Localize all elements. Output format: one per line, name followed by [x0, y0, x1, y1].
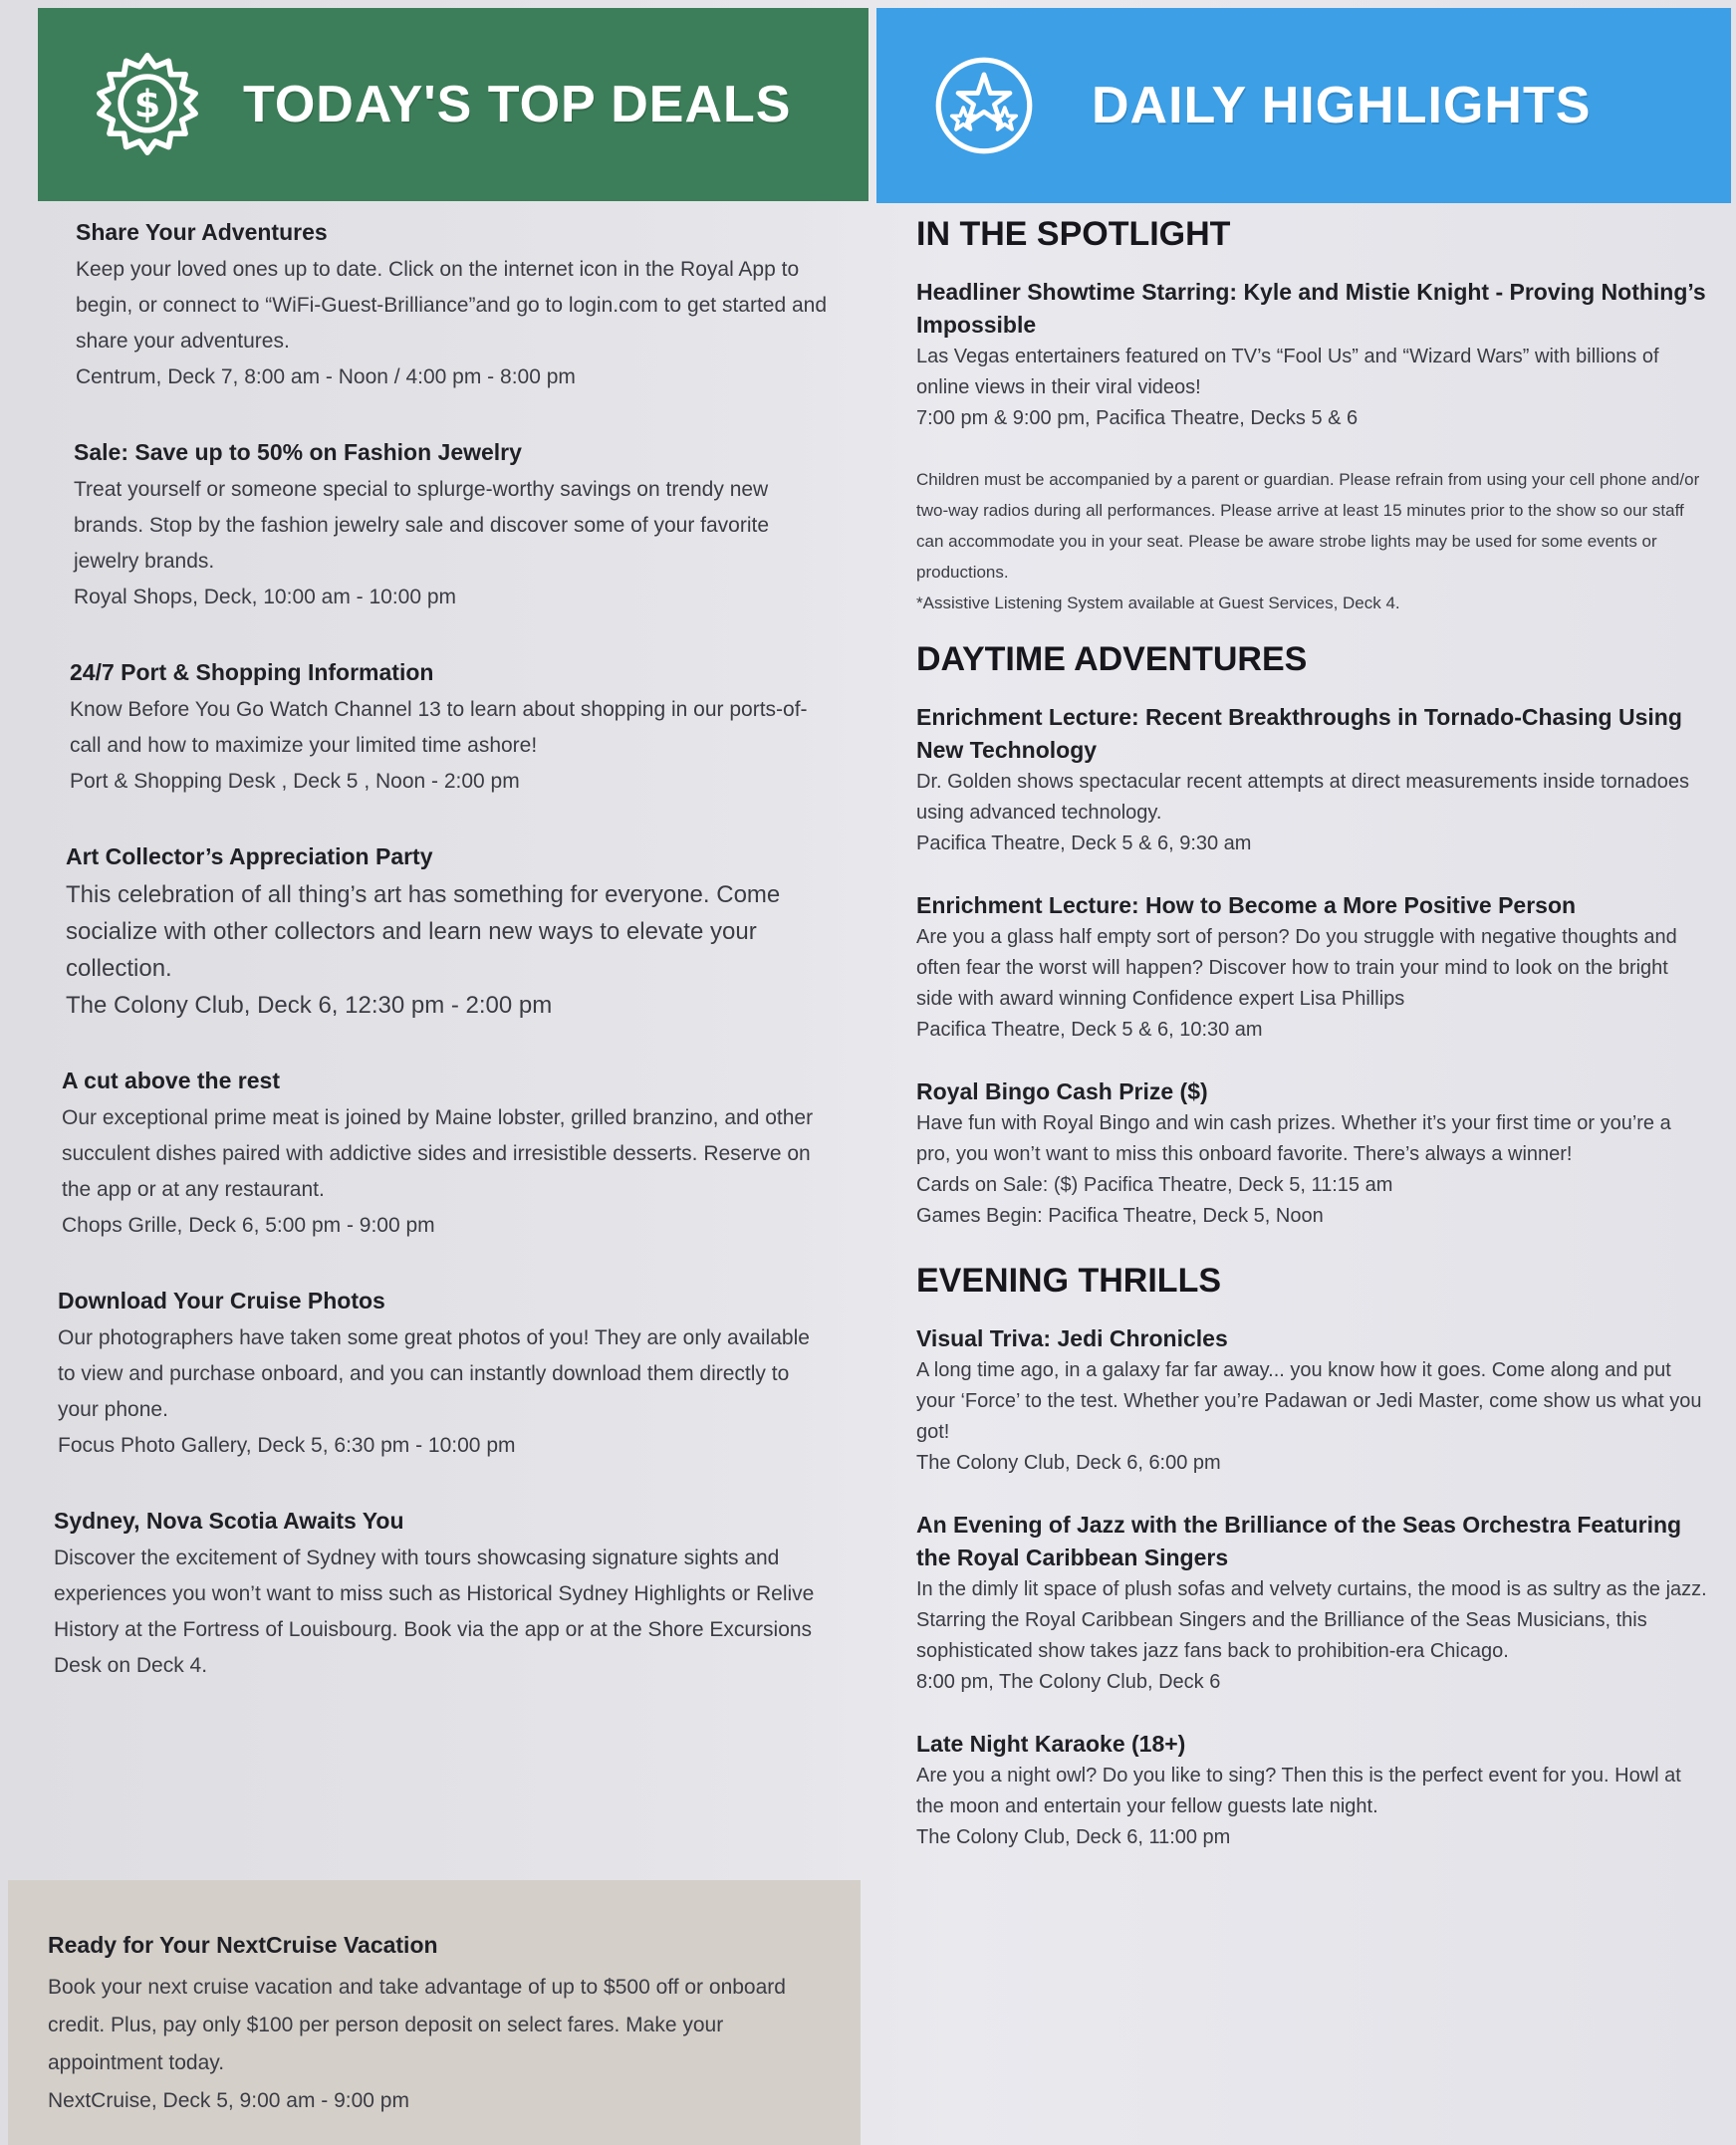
daily-highlights-title: DAILY HIGHLIGHTS: [1092, 77, 1592, 134]
event-item: [916, 1075, 1707, 1232]
deal-location: Royal Shops, Deck, 10:00 am - 10:00 pm: [74, 586, 457, 608]
event-description: Are you a glass half empty sort of person? Do you struggle with negative thoughts and often fear the worst will happen? Discover how to train your mind to look on the bright side with award winning Confidence expert Lisa Phillips: [916, 926, 1677, 1010]
event-location: The Colony Club, Deck 6, 11:00 pm: [916, 1826, 1231, 1848]
deal-title: Share Your Adventures: [76, 219, 328, 245]
deal-item: [74, 439, 833, 615]
deal-description: This celebration of all thing’s art has something for everyone. Come socialize with other collectors and learn new ways to elevate your collection.: [66, 881, 781, 982]
deal-title: Sydney, Nova Scotia Awaits You: [54, 1508, 404, 1534]
top-deals-header: [38, 8, 868, 201]
event-description: In the dimly lit space of plush sofas and velvety curtains, the mood is as sultry as the jazz. Starring the Royal Caribbean Singers and the Brilliance of the Seas Musicians, this sophisticated show takes jazz fans back to prohibition-era Chicago.: [916, 1578, 1707, 1662]
event-location: Pacifica Theatre, Deck 5 & 6, 9:30 am: [916, 833, 1252, 854]
evening-heading: EVENING THRILLS: [916, 1262, 1222, 1300]
event-location: 8:00 pm, The Colony Club, Deck 6: [916, 1671, 1221, 1693]
event-item: [916, 889, 1707, 1046]
event-location-secondary: Games Begin: Pacifica Theatre, Deck 5, Noon: [916, 1205, 1324, 1227]
event-description: Dr. Golden shows spectacular recent attempts at direct measurements inside tornadoes using advanced technology.: [916, 771, 1689, 824]
event-title: Late Night Karaoke (18+): [916, 1731, 1186, 1757]
event-title: Enrichment Lecture: Recent Breakthroughs in Tornado-Chasing Using New Technology: [916, 704, 1682, 763]
deal-description: Keep your loved ones up to date. Click on the internet icon in the Royal App to begin, or connect to “WiFi-Guest-Brilliance”and go to login.com to get started and share your adventures.: [76, 258, 828, 353]
nextcruise-promo-box: [8, 1880, 861, 2145]
deal-item: [66, 843, 833, 1024]
deal-item: [54, 1508, 833, 1684]
deal-location: Focus Photo Gallery, Deck 5, 6:30 pm - 10:00 pm: [58, 1434, 516, 1457]
performance-notice: [916, 464, 1707, 618]
event-item: [916, 276, 1707, 434]
deal-description: Know Before You Go Watch Channel 13 to learn about shopping in our ports-of-call and how to maximize your limited time ashore!: [70, 698, 808, 757]
promo-description: Book your next cruise vacation and take advantage of up to $500 off or onboard credit. Plus, pay only $100 per person deposit on select fares. Make your appointment today.: [48, 1976, 786, 2074]
event-description: Have fun with Royal Bingo and win cash prizes. Whether it’s your first time or you’re a pro, you won’t want to miss this onboard favorite. There’s always a winner!: [916, 1112, 1671, 1165]
deal-item: [70, 659, 833, 800]
deal-title: A cut above the rest: [62, 1068, 280, 1093]
event-location: Cards on Sale: ($) Pacifica Theatre, Deck 5, 11:15 am: [916, 1174, 1393, 1196]
deal-description: Treat yourself or someone special to splurge-worthy savings on trendy new brands. Stop by the fashion jewelry sale and discover some of your favorite jewelry brands.: [74, 478, 770, 573]
event-item: [916, 701, 1707, 859]
event-title: An Evening of Jazz with the Brilliance of the Seas Orchestra Featuring the Royal Caribbean Singers: [916, 1512, 1682, 1570]
deal-item: [58, 1288, 833, 1464]
event-location: The Colony Club, Deck 6, 6:00 pm: [916, 1452, 1221, 1474]
event-item: [916, 1728, 1707, 1853]
deal-title: Sale: Save up to 50% on Fashion Jewelry: [74, 439, 522, 465]
assistive-listening-note: *Assistive Listening System available at Guest Services, Deck 4.: [916, 594, 1400, 612]
daytime-heading: DAYTIME ADVENTURES: [916, 640, 1308, 678]
event-title: Enrichment Lecture: How to Become a More Positive Person: [916, 892, 1577, 918]
deal-location: Chops Grille, Deck 6, 5:00 pm - 9:00 pm: [62, 1214, 435, 1237]
event-location: Pacifica Theatre, Deck 5 & 6, 10:30 am: [916, 1019, 1263, 1041]
event-title: Headliner Showtime Starring: Kyle and Mistie Knight - Proving Nothing’s Impossible: [916, 279, 1706, 338]
highlights-list: [910, 215, 1707, 1883]
deal-location: Port & Shopping Desk , Deck 5 , Noon - 2:00 pm: [70, 770, 520, 793]
event-description: A long time ago, in a galaxy far far away... you know how it goes. Come along and put your ‘Force’ to the test. Whether you’re Padawan or Jedi Master, come show us what you got!: [916, 1359, 1702, 1443]
deal-location: Centrum, Deck 7, 8:00 am - Noon / 4:00 pm - 8:00 pm: [76, 365, 576, 388]
deal-item: [62, 1068, 833, 1244]
deal-item: [76, 219, 833, 395]
top-deals-title: TODAY'S TOP DEALS: [243, 76, 792, 133]
spotlight-heading: IN THE SPOTLIGHT: [916, 215, 1231, 253]
event-item: [916, 1322, 1707, 1479]
daily-highlights-header: [876, 8, 1731, 203]
deal-description: Our exceptional prime meat is joined by Maine lobster, grilled branzino, and other succulent dishes paired with addictive sides and irresistible desserts. Reserve on the app or at any restaurant.: [62, 1106, 814, 1201]
event-description: Las Vegas entertainers featured on TV’s “Fool Us” and “Wizard Wars” with billions of online views in their viral videos!: [916, 346, 1659, 398]
event-item: [916, 1509, 1707, 1698]
deal-title: 24/7 Port & Shopping Information: [70, 659, 434, 685]
dollar-badge-icon: [92, 49, 203, 160]
stars-circle-icon: [932, 54, 1036, 157]
event-location: 7:00 pm & 9:00 pm, Pacifica Theatre, Decks 5 & 6: [916, 407, 1359, 429]
deals-list: [46, 219, 833, 1728]
event-description: Are you a night owl? Do you like to sing? Then this is the perfect event for you. Howl at the moon and entertain your fellow guests late night.: [916, 1765, 1681, 1817]
deal-description: Our photographers have taken some great photos of you! They are only available to view and purchase onboard, and you can instantly download them directly to your phone.: [58, 1326, 810, 1421]
deal-title: Download Your Cruise Photos: [58, 1288, 385, 1313]
notice-text: Children must be accompanied by a parent or guardian. Please refrain from using your cell phone and/or two-way radios during all performances. Please arrive at least 15 minutes prior to the show so our staff can accommodate you in your seat. Please be aware strobe lights may be used for some events or productions.: [916, 470, 1700, 582]
promo-location: NextCruise, Deck 5, 9:00 am - 9:00 pm: [48, 2089, 409, 2112]
deal-location: The Colony Club, Deck 6, 12:30 pm - 2:00 pm: [66, 992, 553, 1019]
deal-description: Discover the excitement of Sydney with tours showcasing signature sights and experiences you won’t want to miss such as Historical Sydney Highlights or Relive History at the Fortress of Louisbourg. Book via the app or at the Shore Excursions Desk on Deck 4.: [54, 1547, 815, 1677]
event-title: Visual Triva: Jedi Chronicles: [916, 1325, 1228, 1351]
svg-text:$: $: [133, 82, 161, 126]
promo-title: Ready for Your NextCruise Vacation: [48, 1932, 438, 1958]
deal-title: Art Collector’s Appreciation Party: [66, 843, 433, 869]
event-title: Royal Bingo Cash Prize ($): [916, 1078, 1208, 1104]
